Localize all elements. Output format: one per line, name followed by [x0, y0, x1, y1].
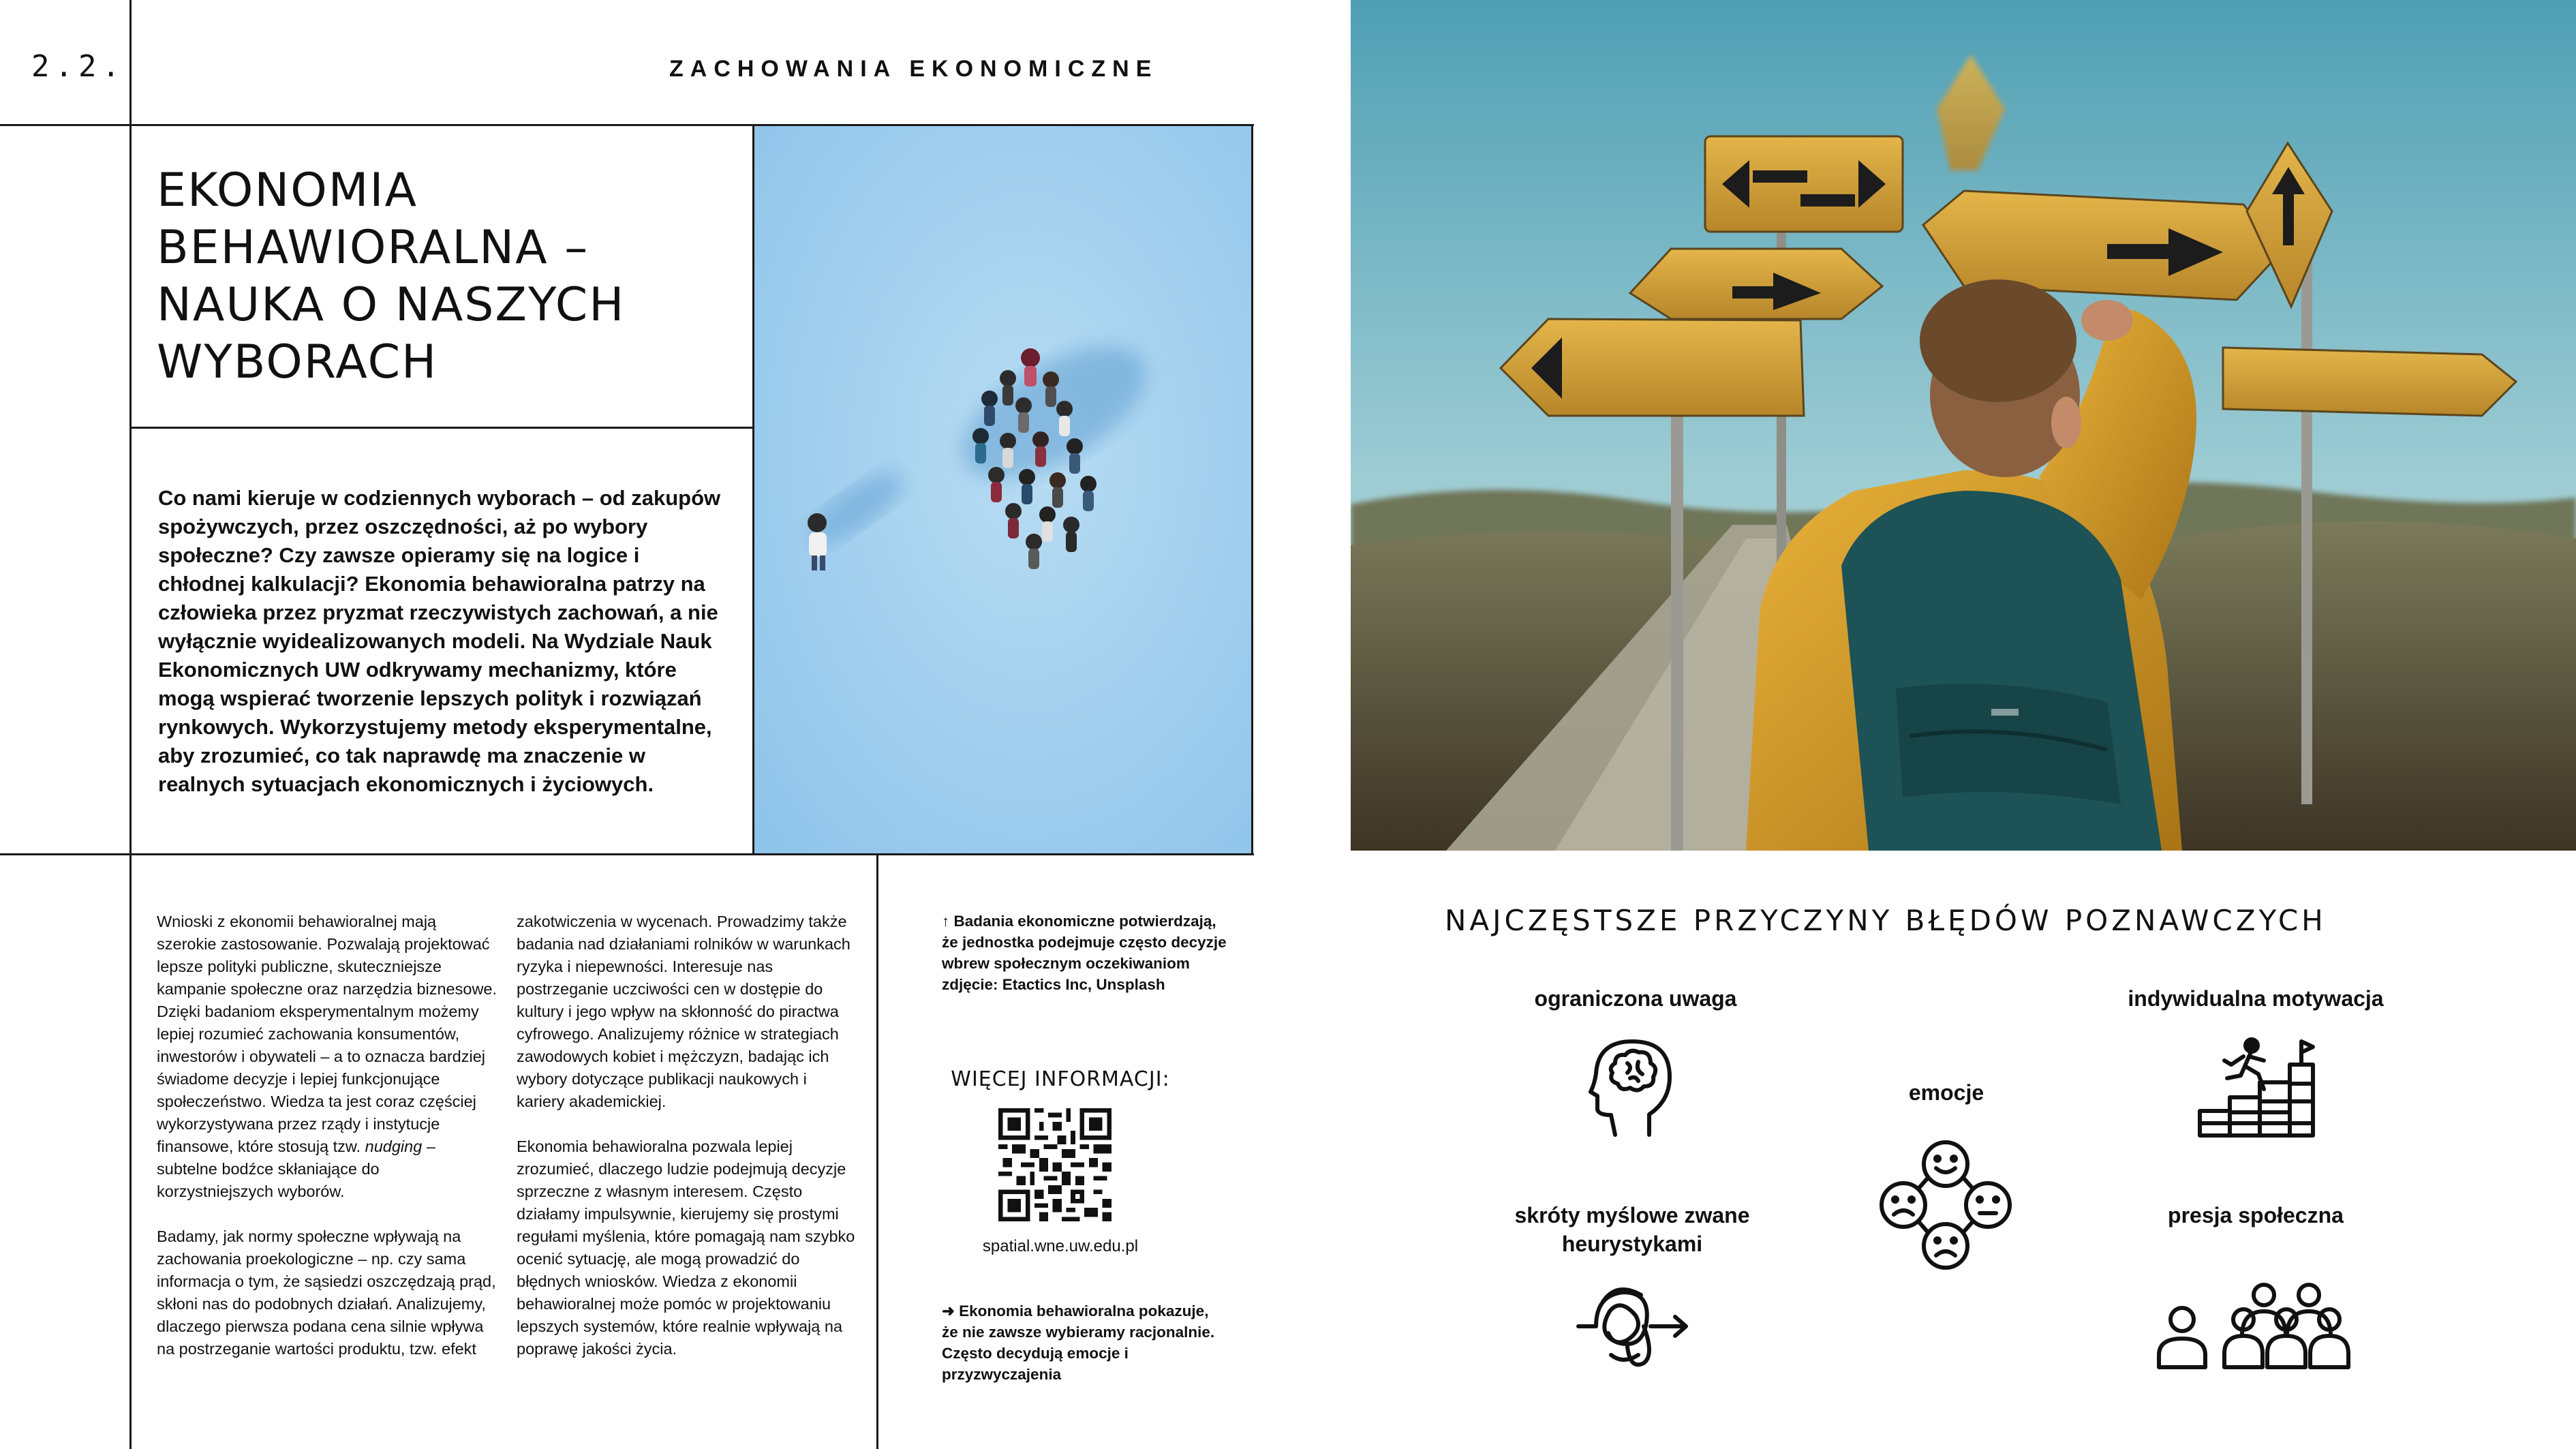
sidebar-note: ➜ Ekonomia behawioralna pokazuje, że nie zawsze wybieramy racjonalnie. Często decydują emocje i przyzwyczajenia: [942, 1302, 1215, 1383]
lead-paragraph: Co nami kieruje w codziennych wyborach – od zakupów spożywczych, przez oszczędności, aż po wybory społeczne? Czy zawsze opieramy się na logice i chłodnej kalkulacji? Ekonomia behawioralna patrzy na człowieka przez pryzmat rzeczywistych zachowań, a nie wyłącznie wyidealizowanych modeli. Na Wydziale Nauk Ekonomicznych UW odkrywamy mechanizmy, które mogą wspierać tworzenie lepszych polityk i rozwiązań rynkowych. Wykorzystujemy metody eksperymentalne, aby zrozumieć, co tak naprawdę ma znaczenie w realnych sytuacjach ekonomicznych i życiowych.: [158, 486, 721, 796]
headline-line-4: WYBORACH: [157, 335, 438, 389]
emotion-faces-icon: [1877, 1137, 2014, 1273]
frame-mid-rule: [0, 853, 1254, 855]
body-column-1: [157, 911, 497, 1383]
more-info-label: WIĘCEJ INFORMACJI:: [951, 1067, 1170, 1091]
body-col1-paragraph-2: Badamy, jak normy społeczne wpływają na zachowania proekologiczne – np. czy sama informacja o tym, że sąsiedzi oszczędzają prąd, skłoni nas do podobnych działań. Analizujemy, dlaczego pierwsza podana cena silnie wpływa na postrzeganie wartości produktu, tzw. efekt: [157, 1227, 496, 1358]
cause-label-emotions: emocje: [1908, 1080, 1984, 1105]
causes-title: NAJCZĘSTSZE PRZYCZYNY BŁĘDÓW POZNAWCZYCH: [1445, 904, 2327, 937]
person-vs-group-icon: [2153, 1281, 2358, 1370]
caption-text: ↑ Badania ekonomiczne potwierdzają, że jednostka podejmuje często decyzje wbrew społecznym oczekiwaniom: [942, 913, 1227, 972]
frame-vertical-right: [1251, 124, 1253, 855]
section-number: 2.2.: [31, 49, 125, 84]
body-col2-paragraph-1: zakotwiczenia w wycenach. Prowadzimy także badania nad działaniami rolników w warunkach ryzyka i niepewności. Interesuje nas postrzeganie uczciwości cen w dostępie do kultury i jego wpływ na skłonność do piractwa cyfrowego. Analizujemy różnice w strategiach zawodowych kobiet i mężczyzn, badając ich wybory dotyczące publikacji naukowych i kariery akademickiej.: [517, 913, 850, 1110]
brain-head-icon: [1588, 1036, 1676, 1138]
body-col2-paragraph-2: Ekonomia behawioralna pozwala lepiej zrozumieć, dlaczego ludzie podejmują decyzje sprzeczne z własnym interesem. Często działamy impulsywnie, kierujemy się prostymi regułami myślenia, które pomagają nam szybko ocenić sytuację, ale mogą prowadzić do błędnych wniosków. Wiedza z ekonomii behawioralnej może pomóc w projektowaniu lepszych systemów, które realnie wpływają na poprawę jakości życia.: [517, 1138, 855, 1358]
headline-line-3: NAUKA O NASZYCH: [157, 278, 626, 332]
section-title: ZACHOWANIA EKONOMICZNE: [669, 56, 1159, 82]
headline-line-1: EKONOMIA: [157, 164, 418, 217]
body-column-2: [517, 911, 857, 1383]
headline: [157, 162, 743, 391]
cause-label-limited-attention: ograniczona uwaga: [1534, 986, 1737, 1011]
frame-vertical-left: [129, 0, 132, 1449]
frame-title-rule: [129, 427, 754, 429]
climbing-steps-flag-icon: [2196, 1036, 2318, 1138]
tangled-arrow-icon: [1576, 1275, 1691, 1377]
cause-label-individual-motivation: indywidualna motywacja: [2128, 986, 2384, 1011]
body-text: Wnioski z ekonomii behawioralnej mają szerokie zastosowanie. Pozwalają projektować lepsze polityki publiczne, skuteczniejsze kampanie społeczne oraz narzędzia biznesowe. Dzięki badaniom eksperymentalnym możemy lepiej rozumieć zachowania konsumentów, inwestorów i obywateli – a to oznacza bardziej świadome decyzje i lepiej funkcjonujące społeczeństwo. Wiedza ta jest coraz częściej wykorzystywana przez rządy i instytucje finansowe, które stosują tzw.: [157, 913, 497, 1155]
body-text: – subtelne bodźce skłaniające do korzystniejszych wyborów.: [157, 1138, 435, 1200]
qr-code[interactable]: [998, 1108, 1111, 1221]
frame-vertical-sidebar: [876, 853, 878, 1449]
photo-caption: [942, 911, 1228, 995]
cause-label-heuristics: skróty myślowe zwane heurystykami: [1514, 1203, 1750, 1256]
body-col1-paragraph-1: [157, 911, 497, 1203]
website-url[interactable]: spatial.wne.uw.edu.pl: [982, 1237, 1139, 1255]
hiker-signposts-photo: [1351, 0, 2576, 851]
photo-credit: zdjęcie: Etactics Inc, Unsplash: [942, 976, 1165, 993]
headline-line-2: BEHAWIORALNA –: [157, 221, 589, 275]
cause-label-social-pressure: presja społeczna: [2168, 1203, 2344, 1227]
crowd-photo: [754, 126, 1251, 853]
nudging-term: nudging: [365, 1138, 423, 1155]
